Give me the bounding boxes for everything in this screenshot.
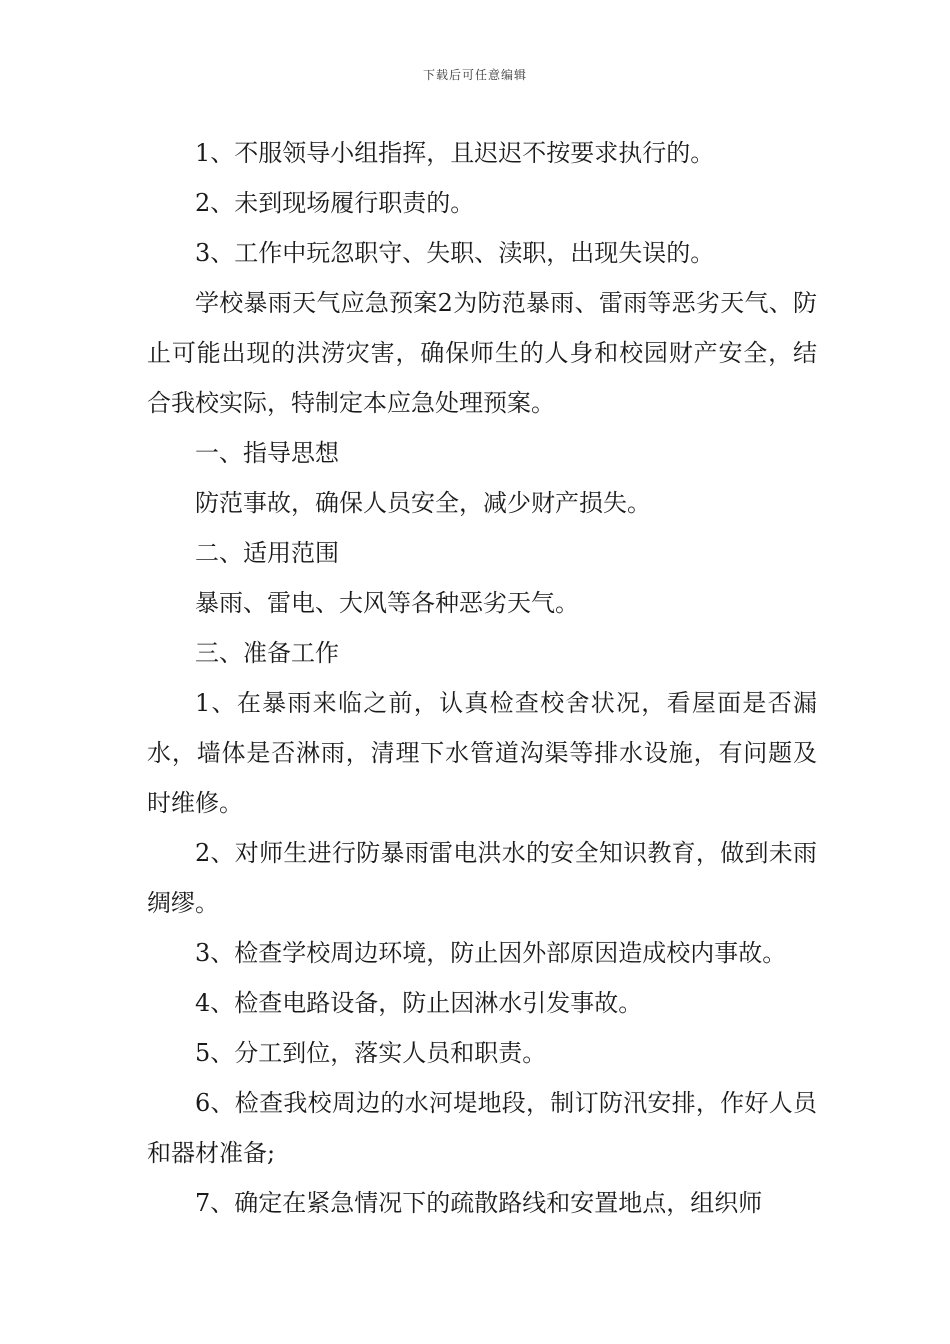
- paragraph: 6、检查我校周边的水河堤地段，制订防汛安排，作好人员和器材准备;: [147, 1089, 817, 1167]
- section-heading: 三、准备工作: [195, 639, 339, 667]
- paragraph: 4、检查电路设备，防止因淋水引发事故。: [195, 989, 643, 1017]
- section-heading: 二、适用范围: [195, 539, 339, 567]
- section-heading: 一、指导思想: [195, 439, 339, 467]
- paragraph: 2、对师生进行防暴雨雷电洪水的安全知识教育，做到未雨绸缪。: [147, 839, 817, 917]
- paragraph: 1、在暴雨来临之前，认真检查校舍状况，看屋面是否漏水，墙体是否淋雨，清理下水管道沟渠等排水设施，有问题及时维修。: [147, 689, 817, 817]
- paragraph: 2、未到现场履行职责的。: [195, 189, 475, 217]
- paragraph: 暴雨、雷电、大风等各种恶劣天气。: [195, 589, 579, 617]
- paragraph: 学校暴雨天气应急预案2为防范暴雨、雷雨等恶劣天气、防止可能出现的洪涝灾害，确保师生的人身和校园财产安全，结合我校实际，特制定本应急处理预案。: [147, 289, 817, 417]
- document-body: [147, 128, 817, 1228]
- paragraph: 防范事故，确保人员安全，减少财产损失。: [195, 489, 651, 517]
- paragraph: 3、工作中玩忽职守、失职、渎职，出现失误的。: [195, 239, 715, 267]
- paragraph: 7、确定在紧急情况下的疏散路线和安置地点，组织师: [195, 1189, 763, 1217]
- page-header-note: 下载后可任意编辑: [422, 68, 527, 82]
- paragraph: 1、不服领导小组指挥，且迟迟不按要求执行的。: [195, 139, 715, 167]
- paragraph: 5、分工到位，落实人员和职责。: [195, 1039, 547, 1067]
- paragraph: 3、检查学校周边环境，防止因外部原因造成校内事故。: [195, 939, 787, 967]
